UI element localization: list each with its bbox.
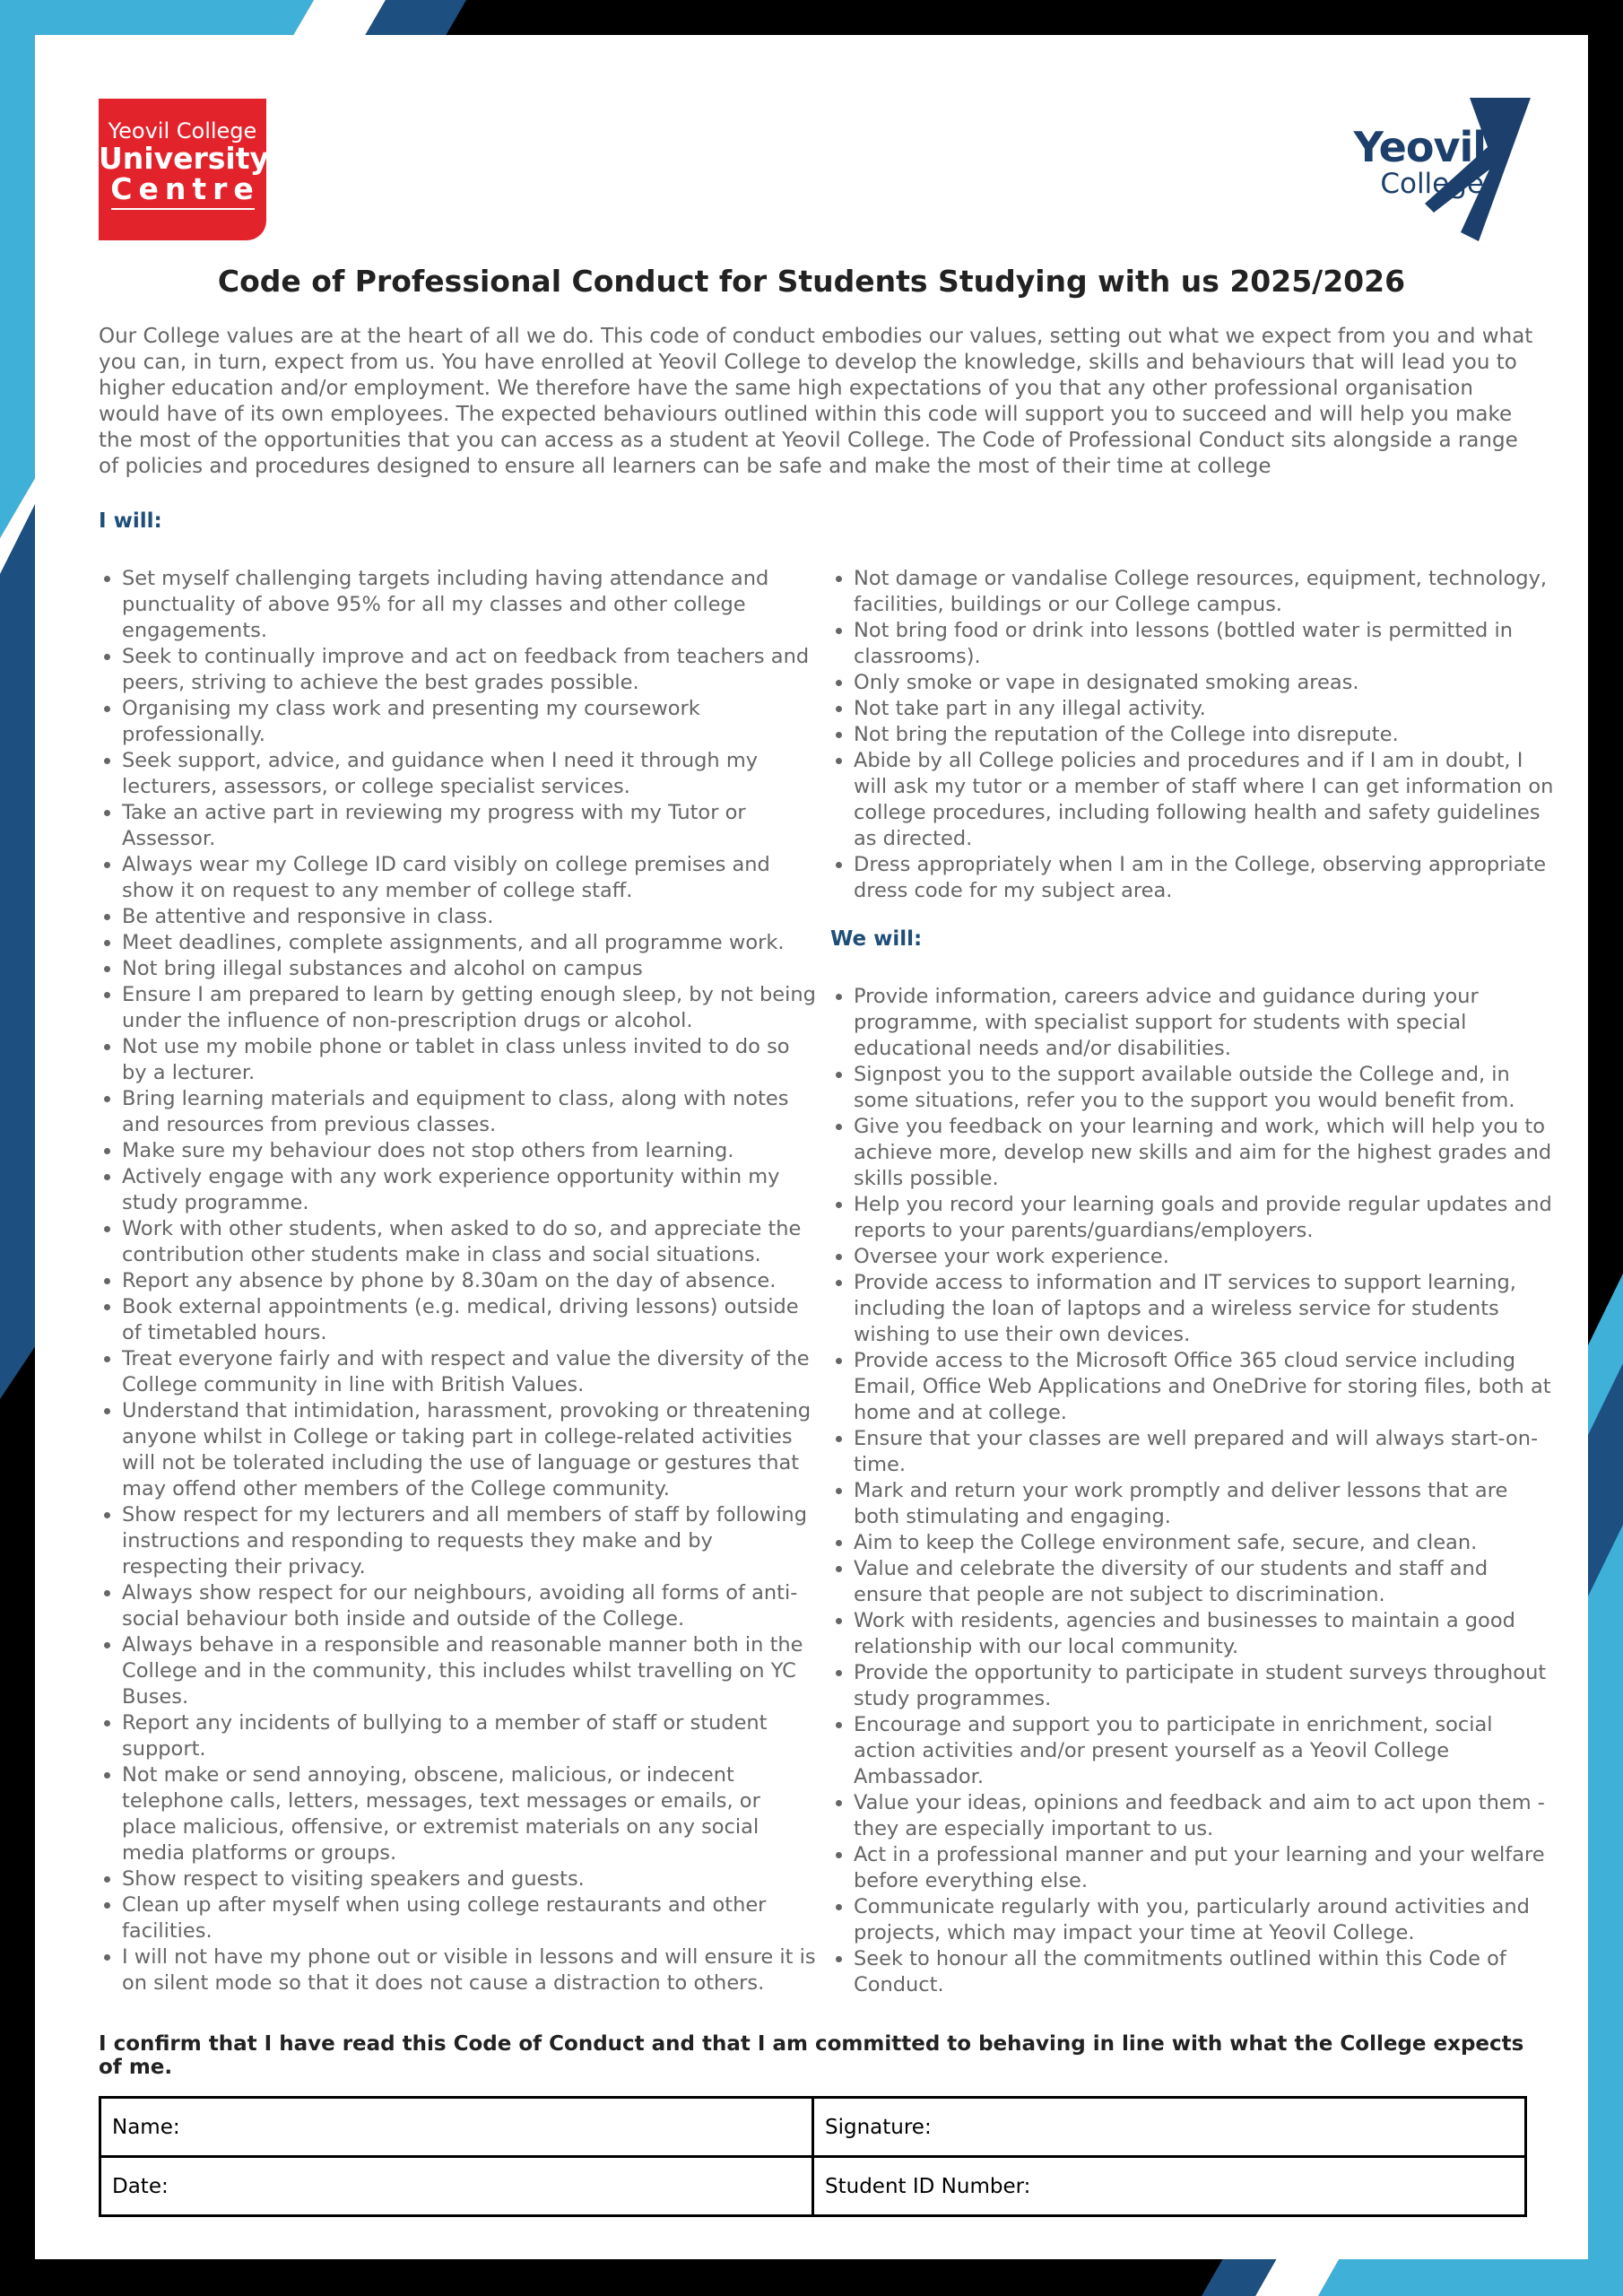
logo-word-yeovil: Yeovil	[1353, 123, 1486, 171]
i-will-item: • Take an active part in reviewing my progress with my Tutor or Assessor.	[122, 800, 816, 852]
i-will-item: • Show respect for my lecturers and all members of staff by following instructions and responding to requests they make and by respecting their privacy.	[122, 1502, 816, 1580]
we-will-item: • Value and celebrate the diversity of our students and staff and ensure that people are not subject to discrimination.	[854, 1556, 1558, 1608]
confirmation-statement: I confirm that I have read this Code of Conduct and that I am committed to behaving in line with what the College expects of me.	[99, 2032, 1524, 2079]
student-id-label: Student ID Number:	[825, 2174, 1031, 2198]
we-will-list	[830, 984, 1558, 1998]
i-will-item: • Always behave in a responsible and reasonable manner both in the College and in the community, this includes whilst travelling on YC Buses.	[122, 1632, 816, 1710]
i-will-item: • Set myself challenging targets including having attendance and punctuality of above 95% for all my classes and other college engagements.	[122, 566, 816, 644]
we-will-item: • Work with residents, agencies and businesses to maintain a good relationship with our local community.	[854, 1608, 1558, 1660]
we-will-item: • Mark and return your work promptly and deliver lessons that are both stimulating and engaging.	[854, 1478, 1558, 1530]
we-will-item: • Act in a professional manner and put your learning and your welfare before everything else.	[854, 1842, 1558, 1894]
we-will-item: • Help you record your learning goals and provide regular updates and reports to your parents/guardians/employers.	[854, 1192, 1558, 1244]
student-id-field[interactable]	[813, 2157, 1526, 2216]
i-will-item: • Organising my class work and presenting my coursework professionally.	[122, 696, 816, 748]
we-will-item: • Encourage and support you to participate in enrichment, social action activities and/or present yourself as a Yeovil College Ambassador.	[854, 1712, 1558, 1790]
we-will-item: • Provide access to information and IT services to support learning, including the loan of laptops and a wireless service for students wishing to use their own devices.	[854, 1270, 1558, 1348]
i-will-item: • Ensure I am prepared to learn by getting enough sleep, by not being under the influence of non-prescription drugs or alcohol.	[122, 982, 816, 1034]
date-field[interactable]	[100, 2157, 813, 2216]
we-will-item: • Aim to keep the College environment safe, secure, and clean.	[854, 1530, 1558, 1556]
intro-paragraph: Our College values are at the heart of all we do. This code of conduct embodies our values, setting out what we expect from you and what you can, in turn, expect from us. You have enrolled at Yeovil College to develop the knowledge, skills and behaviours that will lead you to higher education and/or employment. We therefore have the same high expectations of you that any other professional organisation would have of its own employees. The expected behaviours outlined within this code will support you to succeed and will help you make the most of the opportunities that you can access as a student at Yeovil College. The Code of Professional Conduct sits alongside a range of policies and procedures designed to ensure all learners can be safe and make the most of their time at college	[99, 325, 1533, 478]
signature-label: Signature:	[825, 2115, 932, 2139]
i-will-item: • Bring learning materials and equipment to class, along with notes and resources from previous classes.	[122, 1086, 816, 1138]
we-will-item: • Communicate regularly with you, particularly around activities and projects, which may impact your time at Yeovil College.	[854, 1894, 1558, 1946]
i-will-item: • Treat everyone fairly and with respect and value the diversity of the College community in line with British Values.	[122, 1346, 816, 1398]
we-will-item: • Provide access to the Microsoft Office 365 cloud service including Email, Office Web Applications and OneDrive for storing files, both at home and at college.	[854, 1348, 1558, 1426]
we-will-item: • Ensure that your classes are well prepared and will always start-on-time.	[854, 1426, 1558, 1478]
i-will-list-right	[830, 566, 1558, 904]
i-will-item: • Book external appointments (e.g. medical, driving lessons) outside of timetabled hours.	[122, 1294, 816, 1346]
logo-word-college: College	[1380, 168, 1484, 200]
logo-line-3: Centre	[110, 171, 260, 206]
i-will-item: • Report any absence by phone by 8.30am on the day of absence.	[122, 1268, 816, 1294]
i-will-item: • Not use my mobile phone or tablet in class unless invited to do so by a lecturer.	[122, 1034, 816, 1086]
i-will-item: • Not take part in any illegal activity.	[854, 696, 1558, 722]
i-will-item: • Be attentive and responsive in class.	[122, 904, 816, 930]
i-will-item: • Not make or send annoying, obscene, malicious, or indecent telephone calls, letters, messages, text messages or emails, or place malicious, offensive, or extremist materials on any social media platforms or groups.	[122, 1762, 816, 1866]
name-field[interactable]	[100, 2098, 813, 2157]
i-will-list-left	[99, 566, 816, 1996]
signature-field[interactable]	[813, 2098, 1526, 2157]
we-will-item: • Value your ideas, opinions and feedback and aim to act upon them - they are especially important to us.	[854, 1790, 1558, 1842]
university-centre-logo	[99, 99, 270, 240]
i-will-item: • Only smoke or vape in designated smoking areas.	[854, 670, 1558, 696]
we-will-item: • Give you feedback on your learning and work, which will help you to achieve more, develop new skills and aim for the highest grades and skills possible.	[854, 1114, 1558, 1192]
name-label: Name:	[112, 2115, 180, 2139]
i-will-heading: I will:	[99, 509, 162, 533]
we-will-item: • Provide the opportunity to participate in student surveys throughout study programmes.	[854, 1660, 1558, 1712]
i-will-item: • Not bring the reputation of the College into disrepute.	[854, 722, 1558, 748]
logo-rule	[111, 208, 255, 210]
i-will-item: • Always show respect for our neighbours, avoiding all forms of anti-social behaviour both inside and outside of the College.	[122, 1580, 816, 1632]
logo-line-1: Yeovil College	[108, 118, 257, 144]
i-will-item: • Always wear my College ID card visibly on college premises and show it on request to any member of college staff.	[122, 852, 816, 904]
i-will-item: • Not damage or vandalise College resources, equipment, technology, facilities, buildings or our College campus.	[854, 566, 1558, 618]
i-will-item: • Not bring food or drink into lessons (bottled water is permitted in classrooms).	[854, 618, 1558, 670]
we-will-item: • Signpost you to the support available outside the College and, in some situations, refer you to the support you would benefit from.	[854, 1062, 1558, 1114]
we-will-heading: We will:	[830, 927, 923, 951]
i-will-item: • Actively engage with any work experience opportunity within my study programme.	[122, 1164, 816, 1216]
page-title: Code of Professional Conduct for Students Studying with us 2025/2026	[217, 264, 1406, 299]
i-will-item: • Clean up after myself when using college restaurants and other facilities.	[122, 1892, 816, 1944]
i-will-item: • Dress appropriately when I am in the College, observing appropriate dress code for my subject area.	[854, 852, 1558, 904]
date-label: Date:	[112, 2174, 169, 2198]
signature-form	[99, 2096, 1527, 2217]
i-will-item: • Not bring illegal substances and alcohol on campus	[122, 956, 816, 982]
we-will-item: • Seek to honour all the commitments outlined within this Code of Conduct.	[854, 1946, 1558, 1998]
yeovil-college-logo	[1335, 98, 1531, 241]
i-will-item: • Make sure my behaviour does not stop others from learning.	[122, 1138, 816, 1164]
we-will-item: • Oversee your work experience.	[854, 1244, 1558, 1270]
logo-line-2: University	[99, 141, 270, 176]
i-will-item: • Work with other students, when asked to do so, and appreciate the contribution other students make in class and social situations.	[122, 1216, 816, 1268]
i-will-item: • Seek to continually improve and act on feedback from teachers and peers, striving to achieve the best grades possible.	[122, 644, 816, 696]
document-page	[35, 35, 1588, 2259]
i-will-item: • Understand that intimidation, harassment, provoking or threatening anyone whilst in College or taking part in college-related activities will not be tolerated including the use of language or gestures that may offend other members of the College community.	[122, 1398, 816, 1502]
we-will-item: • Provide information, careers advice and guidance during your programme, with specialist support for students with special educational needs and/or disabilities.	[854, 984, 1558, 1062]
i-will-item: • Show respect to visiting speakers and guests.	[122, 1866, 816, 1892]
i-will-item: • Meet deadlines, complete assignments, and all programme work.	[122, 930, 816, 956]
i-will-item: • Report any incidents of bullying to a member of staff or student support.	[122, 1710, 816, 1762]
i-will-item: • Seek support, advice, and guidance when I need it through my lecturers, assessors, or college specialist services.	[122, 748, 816, 800]
i-will-item: • Abide by all College policies and procedures and if I am in doubt, I will ask my tutor or a member of staff where I can get information on college procedures, including following health and safety guidelines as directed.	[854, 748, 1558, 852]
i-will-item: • I will not have my phone out or visible in lessons and will ensure it is on silent mode so that it does not cause a distraction to others.	[122, 1944, 816, 1996]
